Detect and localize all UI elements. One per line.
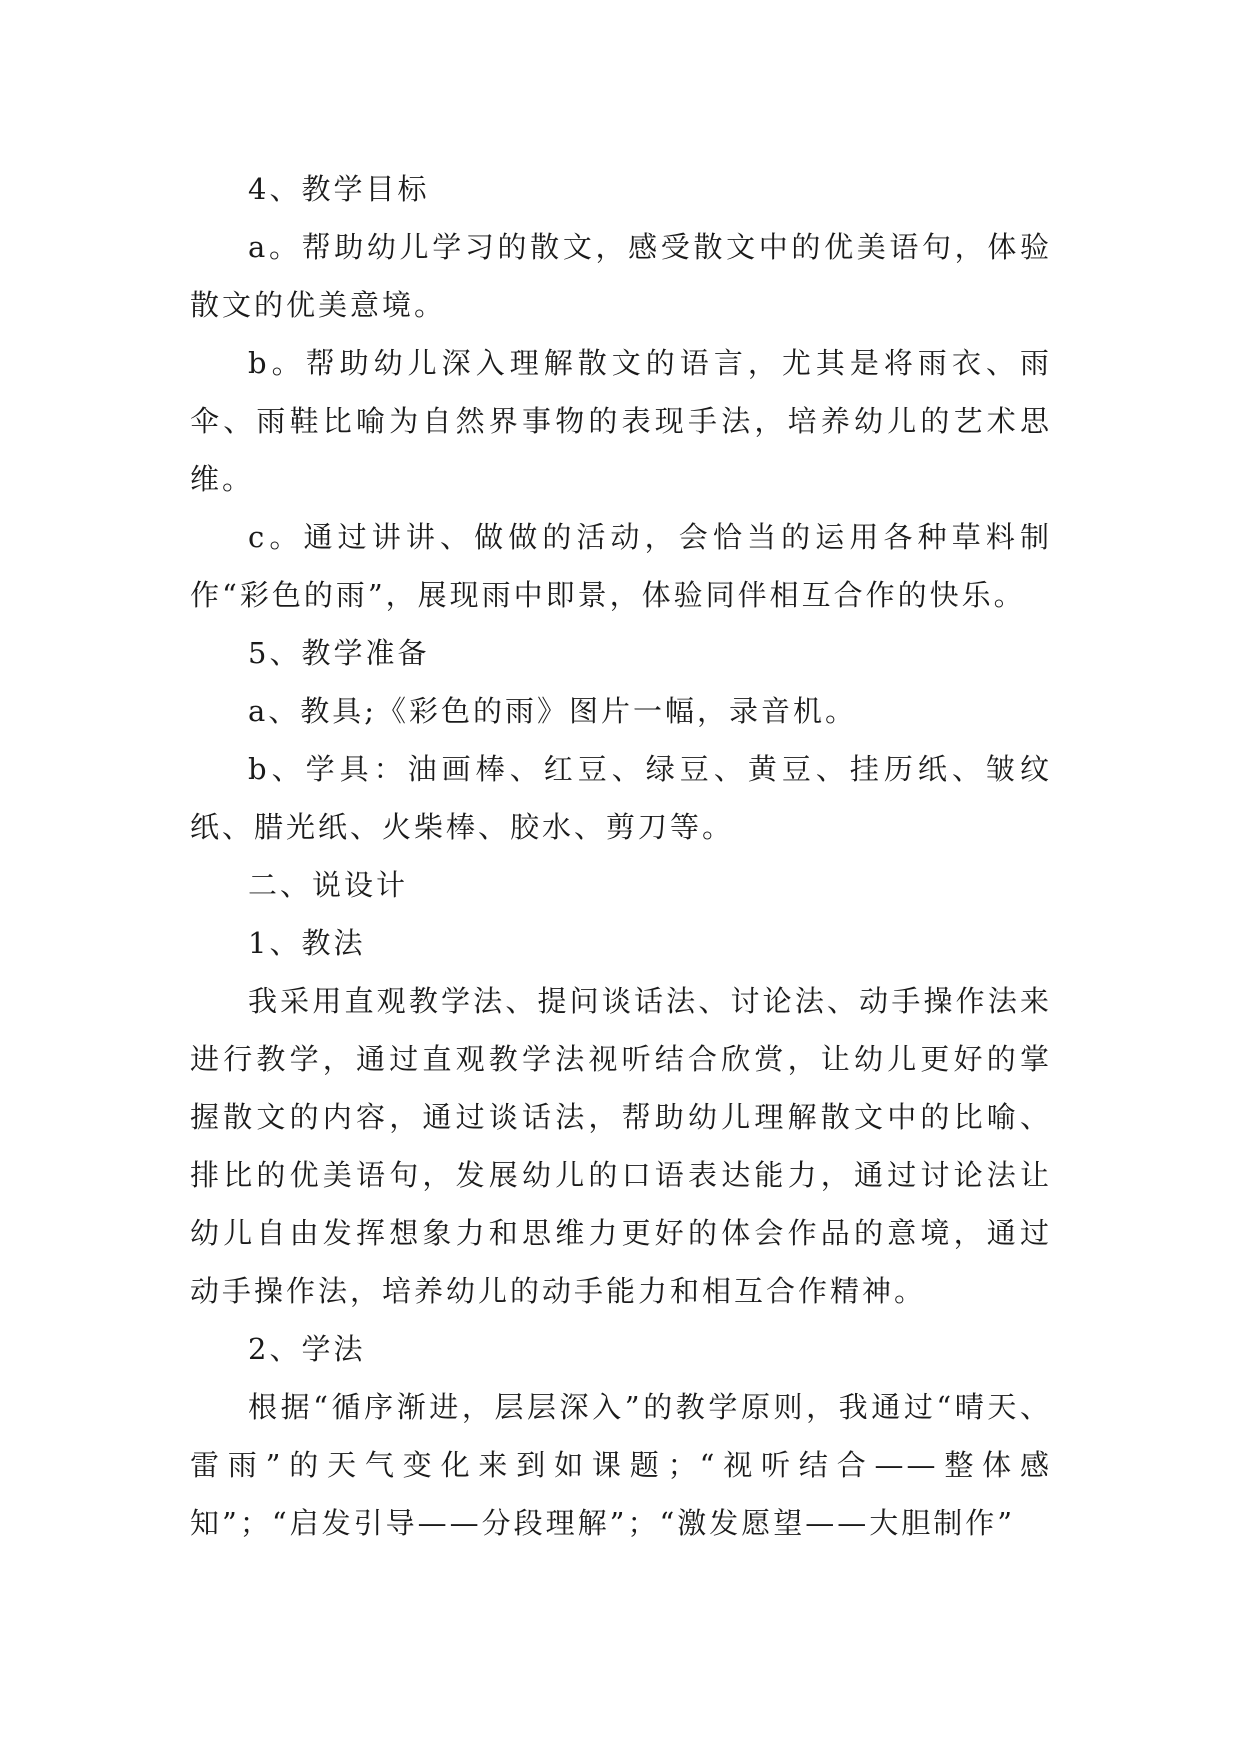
goal-b-paragraph: b。帮助幼儿深入理解散文的语言，尤其是将雨衣、雨伞、雨鞋比喻为自然界事物的表现手法，培养幼儿的艺术思维。 [190, 346, 1052, 496]
goal-a-paragraph: a。帮助幼儿学习的散文，感受散文中的优美语句，体验散文的优美意境。 [190, 230, 1052, 322]
heading-section-design: 二、说设计 [248, 868, 409, 902]
heading-teaching-preparation: 5、教学准备 [248, 636, 430, 670]
prep-b-paragraph: b、学具：油画棒、红豆、绿豆、黄豆、挂历纸、皱纹纸、腊光纸、火柴棒、胶水、剪刀等。 [190, 752, 1052, 844]
document-body [190, 160, 1052, 1552]
goal-c-paragraph: c。通过讲讲、做做的活动，会恰当的运用各种草料制作“彩色的雨”，展现雨中即景，体验同伴相互合作的快乐。 [190, 520, 1052, 612]
teaching-methods-paragraph: 我采用直观教学法、提问谈话法、讨论法、动手操作法来进行教学，通过直观教学法视听结合欣赏，让幼儿更好的掌握散文的内容，通过谈话法，帮助幼儿理解散文中的比喻、排比的优美语句，发展幼儿的口语表达能力，通过讨论法让幼儿自由发挥想象力和思维力更好的体会作品的意境，通过动手操作法，培养幼儿的动手能力和相互合作精神。 [190, 984, 1052, 1308]
learning-methods-paragraph: 根据“循序渐进，层层深入”的教学原则，我通过“晴天、雷雨”的天气变化来到如课题；“视听结合——整体感知”；“启发引导——分段理解”；“激发愿望——大胆制作” [190, 1390, 1052, 1540]
prep-a-paragraph: a、教具;《彩色的雨》图片一幅，录音机。 [248, 694, 858, 728]
heading-teaching-goals: 4、教学目标 [248, 172, 430, 206]
heading-teaching-methods: 1、教法 [248, 926, 366, 960]
heading-learning-methods: 2、学法 [248, 1332, 366, 1366]
